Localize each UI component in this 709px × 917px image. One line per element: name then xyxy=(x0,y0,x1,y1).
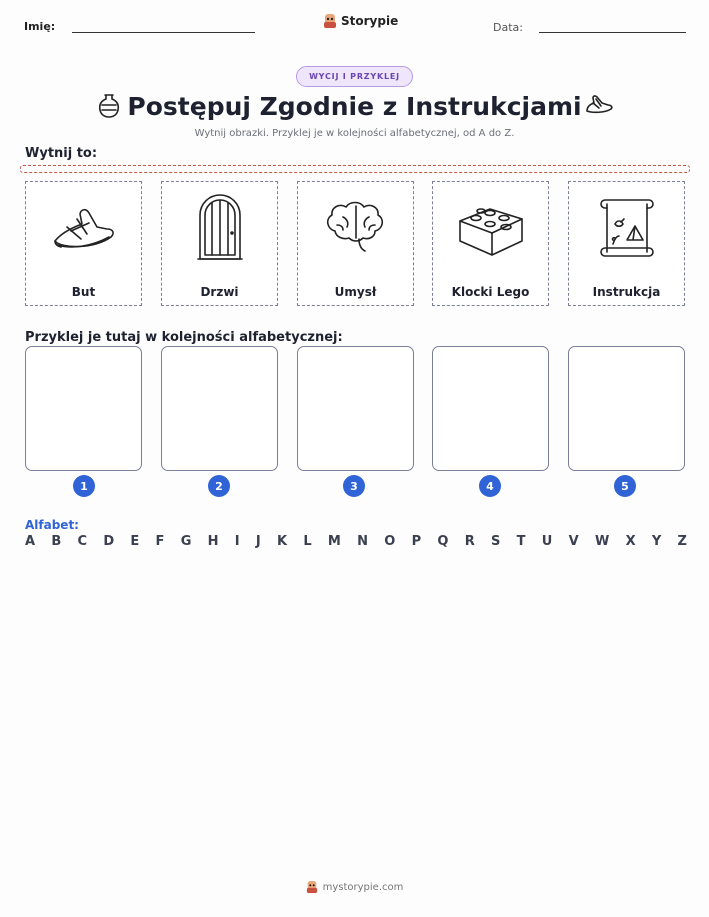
alphabet-letter: K xyxy=(277,534,288,549)
alphabet-letter: V xyxy=(568,534,579,549)
page-title: Postępuj Zgodnie z Instrukcjami xyxy=(127,92,582,121)
slot-number-badge: 2 xyxy=(208,475,230,497)
alphabet-letter: J xyxy=(255,534,261,549)
footer-site[interactable]: mystorypie.com xyxy=(322,881,404,893)
activity-badge: WYCIJ I PRZYKLEJ xyxy=(296,66,413,87)
alphabet-row xyxy=(25,534,687,549)
cut-card-instrukcja[interactable] xyxy=(568,181,685,306)
alphabet-letter: Z xyxy=(677,534,687,549)
cut-section-label: Wytnij to: xyxy=(25,146,98,161)
slot-number-badge: 3 xyxy=(343,475,365,497)
alphabet-letter: W xyxy=(594,534,610,549)
brain-icon xyxy=(321,197,391,257)
paste-slot[interactable] xyxy=(568,346,685,471)
scroll-icon xyxy=(597,194,657,260)
alphabet-letter: C xyxy=(77,534,88,549)
alphabet-letter: A xyxy=(25,534,36,549)
date-label: Data: xyxy=(493,21,523,34)
brand-name: Storypie xyxy=(341,14,399,28)
alphabet-letter: F xyxy=(155,534,165,549)
alphabet-letter: S xyxy=(491,534,501,549)
card-label: Drzwi xyxy=(200,285,239,299)
alphabet-letter: T xyxy=(516,534,526,549)
paste-slot[interactable] xyxy=(432,346,549,471)
alphabet-letter: D xyxy=(103,534,115,549)
slot-number-badge: 4 xyxy=(479,475,501,497)
alphabet-letter: R xyxy=(464,534,475,549)
alphabet-letter: Q xyxy=(437,534,449,549)
cut-card-drzwi[interactable] xyxy=(161,181,278,306)
brand-logo xyxy=(323,13,398,29)
card-label: But xyxy=(71,285,96,299)
alphabet-letter: L xyxy=(303,534,312,549)
alphabet-letter: I xyxy=(234,534,240,549)
page-subtitle: Wytnij obrazki. Przyklej je w kolejności alfabetycznej, od A do Z. xyxy=(194,128,515,139)
alphabet-letter: B xyxy=(51,534,62,549)
alphabet-letter: U xyxy=(541,534,553,549)
lego-brick-icon xyxy=(454,197,528,257)
cut-card-umysl[interactable] xyxy=(297,181,414,306)
card-label: Umysł xyxy=(334,285,377,299)
slot-number-badge: 1 xyxy=(73,475,95,497)
storypie-logo-icon xyxy=(323,13,337,29)
alphabet-letter: N xyxy=(357,534,369,549)
paste-slot[interactable] xyxy=(297,346,414,471)
name-label: Imię: xyxy=(24,20,56,33)
paste-slot[interactable] xyxy=(25,346,142,471)
slot-number-badge: 5 xyxy=(614,475,636,497)
alphabet-letter: E xyxy=(130,534,140,549)
sandal-icon xyxy=(49,197,119,257)
card-label: Klocki Lego xyxy=(451,285,530,299)
card-label: Instrukcja xyxy=(592,285,661,299)
cut-card-but[interactable] xyxy=(25,181,142,306)
paste-slot[interactable] xyxy=(161,346,278,471)
alphabet-label: Alfabet: xyxy=(25,518,79,532)
alphabet-letter: H xyxy=(207,534,219,549)
name-field[interactable] xyxy=(72,32,255,33)
footer xyxy=(0,880,709,894)
alphabet-letter: P xyxy=(411,534,422,549)
alphabet-letter: M xyxy=(327,534,341,549)
paste-section-label: Przyklej je tutaj w kolejności alfabetycznej: xyxy=(25,330,343,345)
date-field[interactable] xyxy=(539,32,686,33)
alphabet-letter: Y xyxy=(651,534,662,549)
storypie-logo-icon xyxy=(306,880,318,894)
alphabet-letter: X xyxy=(625,534,636,549)
alphabet-letter: O xyxy=(384,534,396,549)
sandal-small-icon xyxy=(584,93,614,117)
door-icon xyxy=(195,193,245,261)
alphabet-letter: G xyxy=(180,534,192,549)
cut-card-klocki-lego[interactable] xyxy=(432,181,549,306)
cut-line xyxy=(20,165,690,173)
